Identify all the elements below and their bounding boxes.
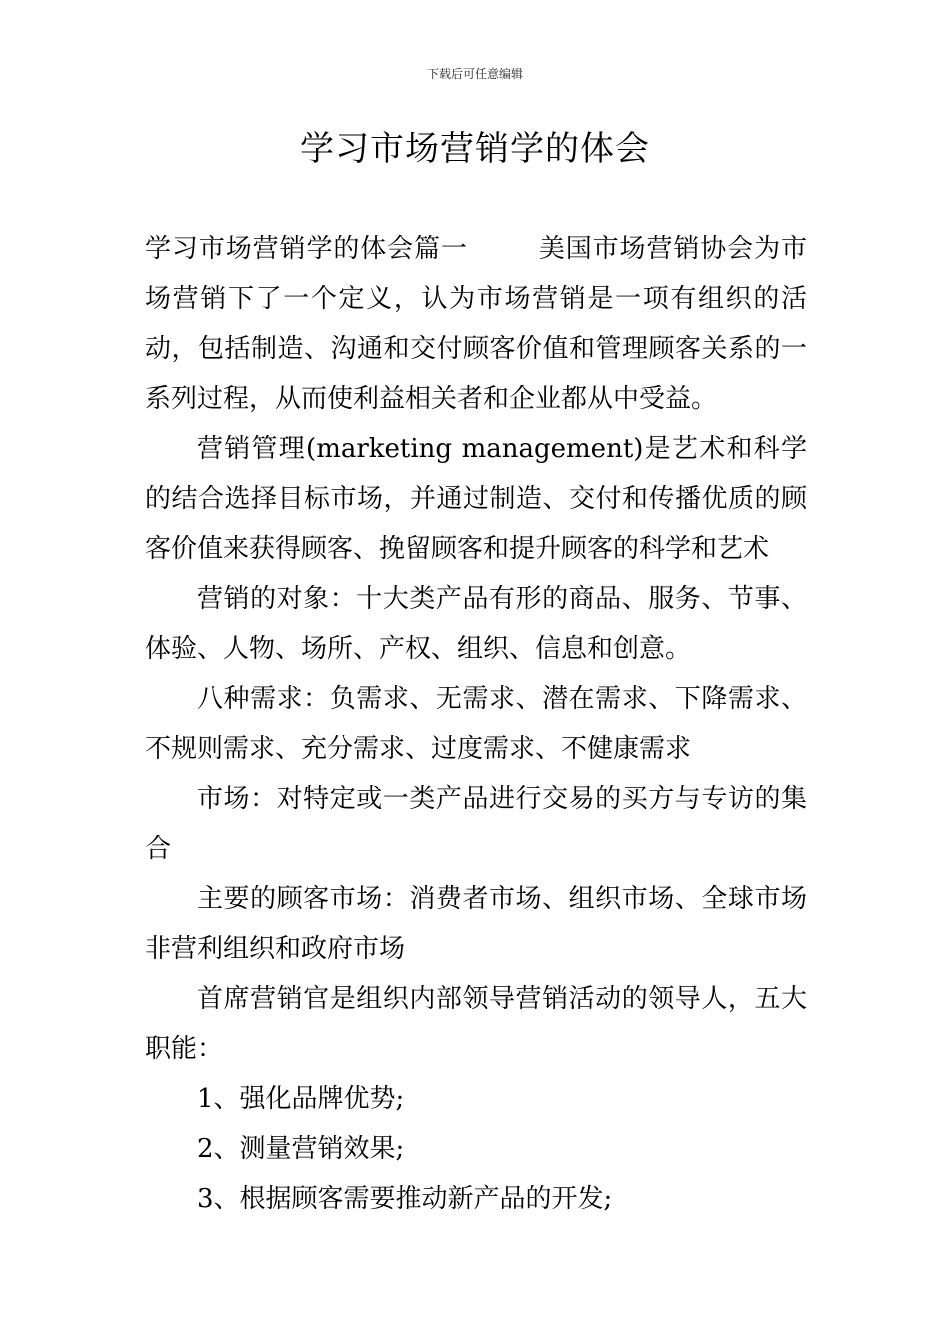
list-item-3: 3、根据顾客需要推动新产品的开发; [197,1184,613,1214]
document-title: 学习市场营销学的体会 [300,129,650,169]
paragraph-marketing-management: 营销管理(marketing management)是艺术和科学的结合选择目标市场，并通过制造、交付和传播优质的顾客价值来获得顾客、挽留顾客和提升顾客的科学和艺术 [145,434,807,564]
list-item-1: 1、强化品牌优势; [197,1084,405,1114]
intro-lead: 学习市场营销学的体会篇一 [145,234,468,264]
paragraph-customer-markets: 主要的顾客市场：消费者市场、组织市场、全球市场非营利组织和政府市场 [145,884,807,964]
paragraph-marketing-objects: 营销的对象：十大类产品有形的商品、服务、节事、体验、人物、场所、产权、组织、信息和创意。 [145,584,807,664]
document-body [145,224,807,1224]
header-note: 下载后可任意编辑 [426,67,523,81]
paragraph-cmo: 首席营销官是组织内部领导营销活动的领导人，五大职能： [145,984,807,1064]
intro-paragraph [145,224,807,424]
paragraph-market-definition: 市场：对特定或一类产品进行交易的买方与专访的集合 [145,784,807,864]
intro-text: 美国市场营销协会为市场营销下了一个定义，认为市场营销是一项有组织的活动，包括制造、沟通和交付顾客价值和管理顾客关系的一系列过程，从而使利益相关者和企业都从中受益。 [145,234,807,414]
list-item-2: 2、测量营销效果; [197,1134,405,1164]
paragraph-eight-demands: 八种需求：负需求、无需求、潜在需求、下降需求、不规则需求、充分需求、过度需求、不健康需求 [145,684,807,764]
